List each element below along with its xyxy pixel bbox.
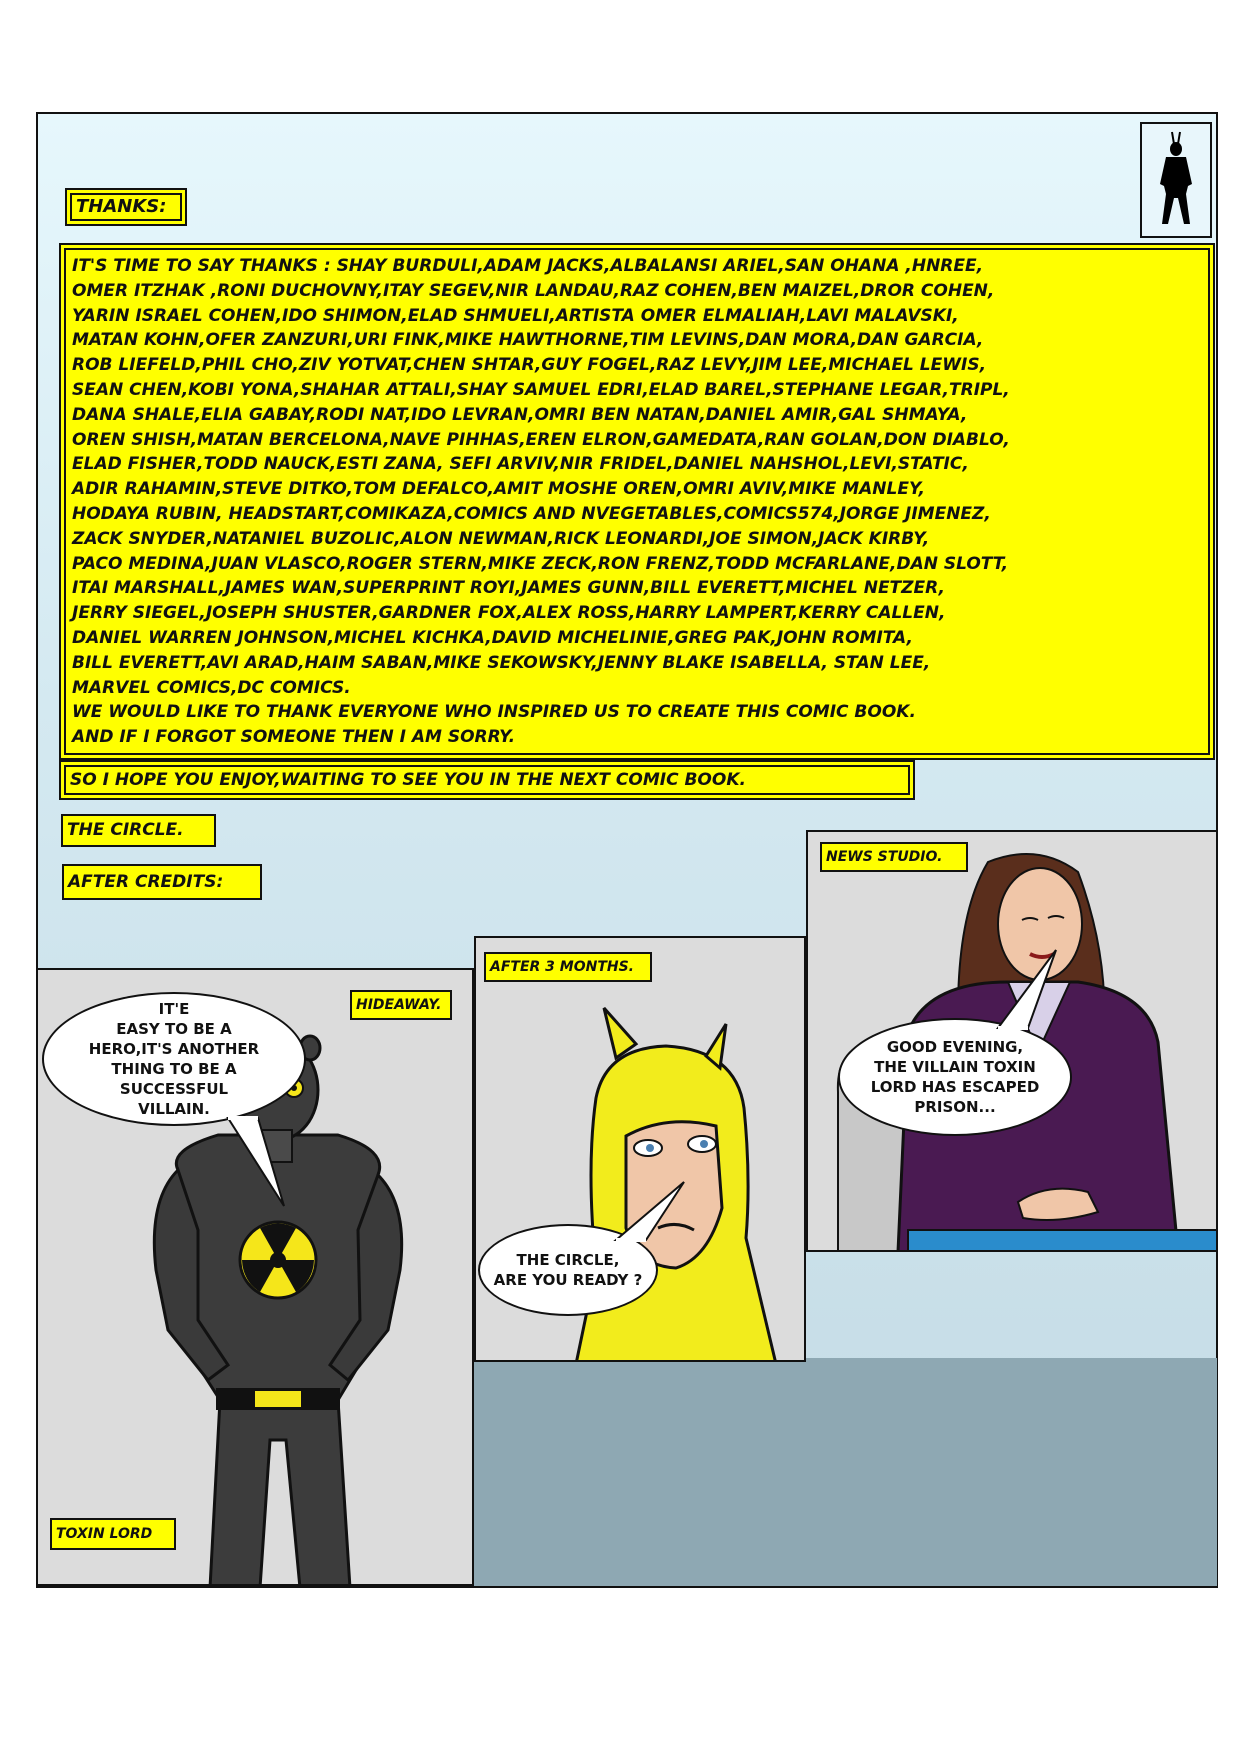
credits-line: ITAI MARSHALL,JAMES WAN,SUPERPRINT ROYI,JAMES GUNN,BILL EVERETT,MICHEL NETZER, [72,578,945,599]
credits-line: JERRY SIEGEL,JOSEPH SHUSTER,GARDNER FOX,ALEX ROSS,HARRY LAMPERT,KERRY CALLEN, [72,603,946,624]
credits-line: OMER ITZHAK ,RONI DUCHOVNY,ITAY SEGEV,NIR LANDAU,RAZ COHEN,BEN MAIZEL,DROR COHEN, [72,280,995,301]
enjoy-caption: SO I HOPE YOU ENJOY,WAITING TO SEE YOU IN THE NEXT COMIC BOOK. [64,765,910,795]
credits-line: ZACK SNYDER,NATANIEL BUZOLIC,ALON NEWMAN,RICK LEONARDI,JOE SIMON,JACK KIRBY, [72,528,930,549]
hero-speech-bubble: THE CIRCLE, ARE YOU READY ? [478,1224,658,1316]
hideaway-caption: HIDEAWAY. [350,990,452,1020]
credits-line: MATAN KOHN,OFER ZANZURI,URI FINK,MIKE HAWTHORNE,TIM LEVINS,DAN MORA,DAN GARCIA, [72,330,984,351]
background-gray-area [474,1358,1217,1586]
logo-box [1140,122,1212,238]
panel-news-studio [806,830,1218,1252]
circle-caption: THE CIRCLE. [61,814,216,847]
credits-line: ROB LIEFELD,PHIL CHO,ZIV YOTVAT,CHEN SHTAR,GUY FOGEL,RAZ LEVY,JIM LEE,MICHAEL LEWIS, [72,355,987,376]
credits-text-box [64,248,1210,755]
bubble-tail [978,950,1058,1030]
credits-line: DANIEL WARREN JOHNSON,MICHEL KICHKA,DAVID MICHELINIE,GREG PAK,JOHN ROMITA, [72,627,913,648]
panel-hideaway [36,968,474,1586]
credits-line: AND IF I FORGOT SOMEONE THEN I AM SORRY. [72,727,516,748]
credits-line: OREN SHISH,MATAN BERCELONA,NAVE PIHHAS,EREN ELRON,GAMEDATA,RAN GOLAN,DON DIABLO, [72,429,1010,450]
after-3-months-caption: AFTER 3 MONTHS. [484,952,652,982]
thanks-caption: THANKS: [70,193,182,221]
credits-line: ADIR RAHAMIN,STEVE DITKO,TOM DEFALCO,AMIT MOSHE OREN,OMRI AVIV,MIKE MANLEY, [72,479,925,500]
credits-line: DANA SHALE,ELIA GABAY,RODI NAT,IDO LEVRAN,OMRI BEN NATAN,DANIEL AMIR,GAL SHMAYA, [72,404,968,425]
bubble-tail [224,1118,304,1208]
villain-speech-bubble: IT'E EASY TO BE A HERO,IT'S ANOTHER THING TO BE A SUCCESSFUL VILLAIN. [42,992,306,1126]
news-studio-caption: NEWS STUDIO. [820,842,968,872]
credits-line: WE WOULD LIKE TO THANK EVERYONE WHO INSPIRED US TO CREATE THIS COMIC BOOK. [72,702,916,723]
credits-line: BILL EVERETT,AVI ARAD,HAIM SABAN,MIKE SEKOWSKY,JENNY BLAKE ISABELLA, STAN LEE, [72,652,931,673]
credits-line: PACO MEDINA,JUAN VLASCO,ROGER STERN,MIKE ZECK,RON FRENZ,TODD MCFARLANE,DAN SLOTT, [72,553,1009,574]
credits-line: HODAYA RUBIN, HEADSTART,COMIKAZA,COMICS AND NVEGETABLES,COMICS574,JORGE JIMENEZ, [72,503,991,524]
anchor-speech-bubble: GOOD EVENING, THE VILLAIN TOXIN LORD HAS ESCAPED PRISON... [838,1018,1072,1136]
silhouette-icon [1142,124,1210,236]
bubble-tail [606,1182,686,1242]
credits-line: IT'S TIME TO SAY THANKS : SHAY BURDULI,ADAM JACKS,ALBALANSI ARIEL,SAN OHANA ,HNREE, [72,256,984,276]
after-credits-caption: AFTER CREDITS: [62,864,262,900]
toxin-lord-caption: TOXIN LORD [50,1518,176,1550]
credits-line: ELAD FISHER,TODD NAUCK,ESTI ZANA, SEFI ARVIV,NIR FRIDEL,DANIEL NAHSHOL,LEVI,STATIC, [72,454,969,475]
credits-line: YARIN ISRAEL COHEN,IDO SHIMON,ELAD SHMUELI,ARTISTA OMER ELMALIAH,LAVI MALAVSKI, [72,305,959,326]
credits-line: SEAN CHEN,KOBI YONA,SHAHAR ATTALI,SHAY SAMUEL EDRI,ELAD BAREL,STEPHANE LEGAR,TRIPL, [72,379,1010,400]
credits-line: MARVEL COMICS,DC COMICS. [72,677,351,698]
panel-after-3-months [474,936,806,1362]
